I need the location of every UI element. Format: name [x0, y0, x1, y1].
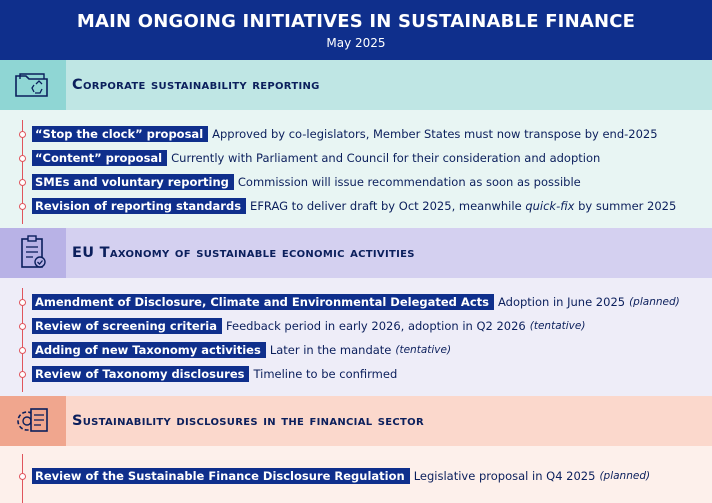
folder-recycle-icon — [0, 60, 66, 110]
item-desc: Approved by co-legislators, Member States must now transpose by end-2025 — [212, 127, 658, 141]
item-desc-text-2: by summer 2025 — [578, 199, 677, 213]
item-tag: Review of screening criteria — [32, 318, 222, 334]
item-desc: Commission will issue recommendation as soon as possible — [237, 175, 581, 189]
list-item — [14, 197, 676, 215]
item-tag: “Stop the clock” proposal — [32, 126, 208, 142]
item-desc: Adoption in June 2025 — [497, 295, 626, 309]
section-header-financial-disclosures — [0, 396, 712, 446]
item-tag: “Content” proposal — [32, 150, 167, 166]
item-note: (planned) — [629, 296, 680, 308]
item-desc — [250, 198, 676, 214]
section-header-eu-taxonomy — [0, 228, 712, 278]
item-desc: Legislative proposal in Q4 2025 — [413, 469, 596, 483]
item-desc-text: EFRAG to deliver draft by Oct 2025, meanwhile — [250, 199, 522, 213]
list-item — [14, 365, 397, 383]
list-item — [14, 341, 451, 359]
item-tag: Review of the Sustainable Finance Disclosure Regulation — [32, 468, 410, 484]
list-item — [14, 149, 600, 167]
item-desc: Later in the mandate — [269, 343, 392, 357]
list-item — [14, 467, 650, 485]
page-date: May 2025 — [326, 36, 386, 50]
header-banner — [0, 0, 712, 60]
timeline-dot — [19, 347, 26, 354]
list-item — [14, 173, 581, 191]
timeline-dot — [19, 371, 26, 378]
item-note: quick-fix — [525, 199, 575, 213]
list-item — [14, 125, 658, 143]
timeline-dot — [19, 203, 26, 210]
item-tag: SMEs and voluntary reporting — [32, 174, 234, 190]
item-tag: Revision of reporting standards — [32, 198, 246, 214]
item-note: (tentative) — [395, 344, 452, 356]
item-desc: Currently with Parliament and Council for their consideration and adoption — [171, 151, 601, 165]
list-item — [14, 293, 680, 311]
item-note: (planned) — [599, 470, 651, 482]
timeline-dot — [19, 323, 26, 330]
section-body-eu-taxonomy — [0, 278, 712, 396]
list-item — [14, 317, 585, 335]
timeline-dot — [19, 179, 26, 186]
section-title: Corporate sustainability reporting — [72, 77, 320, 93]
section-header-corporate-reporting — [0, 60, 712, 110]
timeline-dot — [19, 473, 26, 480]
item-tag: Review of Taxonomy disclosures — [32, 366, 249, 382]
item-desc: Feedback period in early 2026, adoption in Q2 2026 — [226, 319, 526, 333]
page-title: MAIN ONGOING INITIATIVES IN SUSTAINABLE FINANCE — [76, 11, 636, 32]
section-title: Sustainability disclosures in the financial sector — [72, 413, 424, 429]
section-title: EU Taxonomy of sustainable economic activities — [72, 245, 415, 261]
clipboard-check-icon — [0, 228, 66, 278]
item-tag: Adding of new Taxonomy activities — [32, 342, 266, 358]
timeline-dot — [19, 299, 26, 306]
item-note: (tentative) — [529, 320, 586, 332]
item-desc: Timeline to be confirmed — [253, 367, 398, 381]
timeline-dot — [19, 155, 26, 162]
section-body-corporate-reporting — [0, 110, 712, 228]
timeline-dot — [19, 131, 26, 138]
gear-document-icon — [0, 396, 66, 446]
section-body-financial-disclosures — [0, 446, 712, 503]
item-tag: Amendment of Disclosure, Climate and Environmental Delegated Acts — [32, 294, 494, 310]
